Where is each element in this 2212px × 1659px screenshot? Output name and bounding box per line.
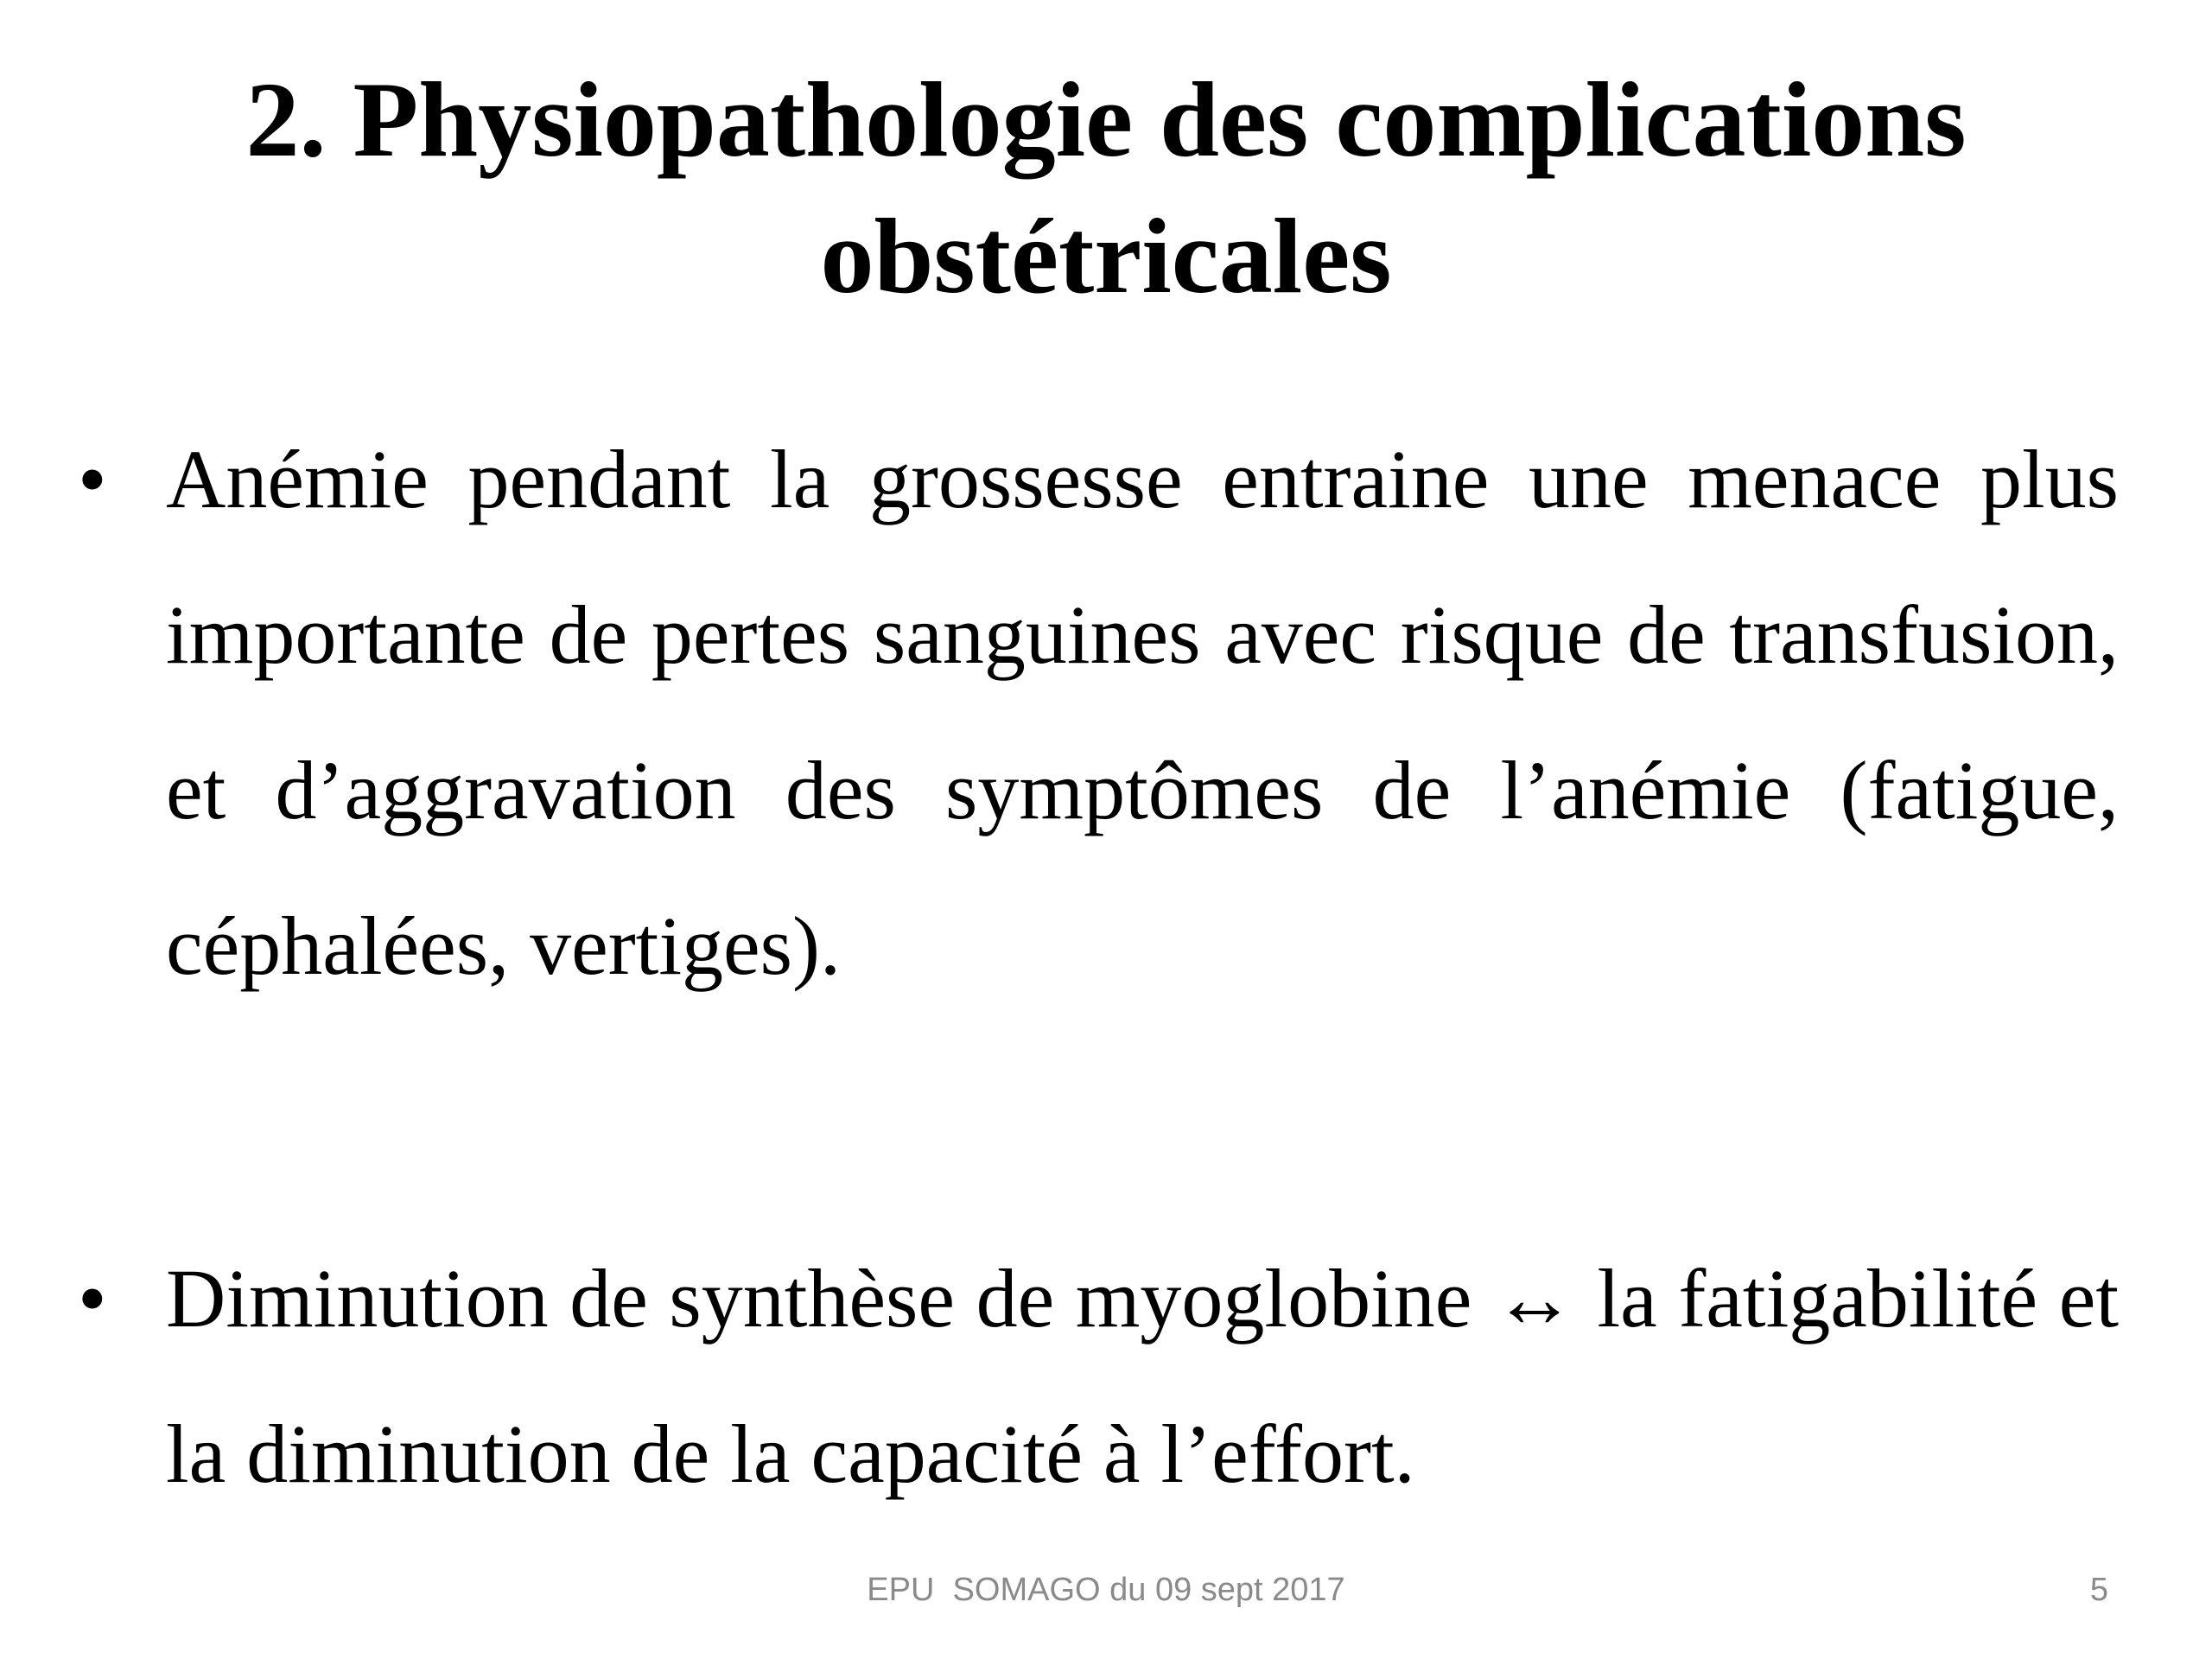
bullet-marker: •	[78, 433, 107, 525]
slide-title-line-1: 2. Physiopathologie des complications	[245, 60, 1967, 179]
slide-title-line-2: obstétricales	[820, 197, 1392, 315]
bullet-marker: •	[78, 1252, 107, 1344]
bullet-anemie-risques: Anémie pendant la grossesse entraine une menace plus importante de pertes sanguines avec risque de transfusion, et d’aggravation des symptômes de l’anémie (fatigue, céphalées, vertiges).	[166, 433, 2119, 992]
footer-label: EPU SOMAGO du 09 sept 2017	[867, 1572, 1345, 1608]
page-number: 5	[2089, 1572, 2108, 1608]
slide-title	[138, 52, 2074, 325]
bullet-myoglobine: Diminution de synthèse de myoglobine ↔ la fatigabilité et la diminution de la capacité à l’effort.	[166, 1252, 2119, 1500]
